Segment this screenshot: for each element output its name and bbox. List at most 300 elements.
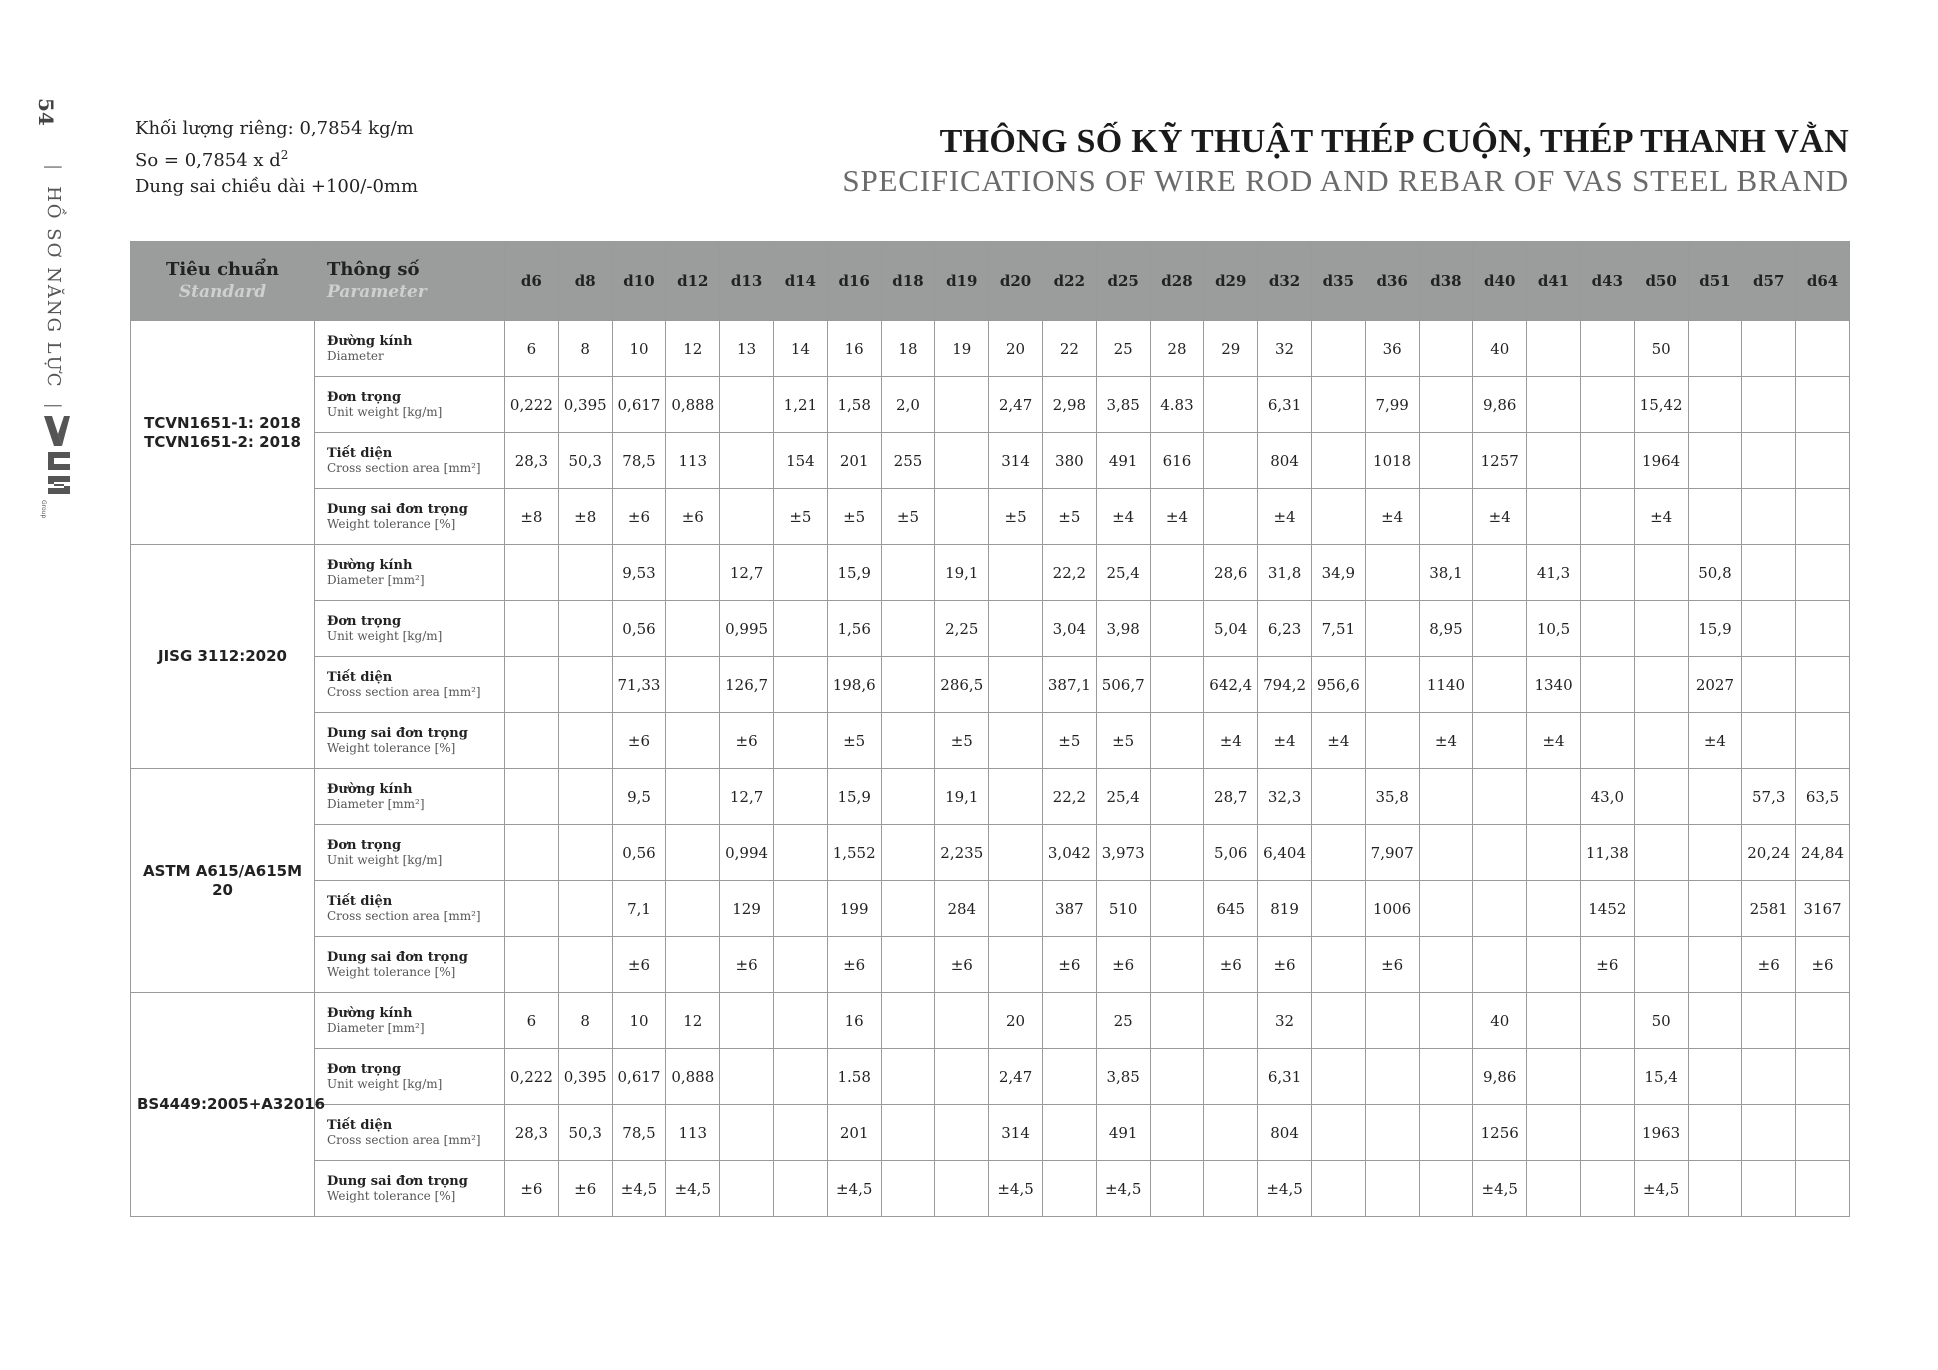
header-col-d29: d29 [1204,242,1258,321]
value-cell-d14 [773,545,827,601]
value-cell-d6 [505,657,559,713]
value-cell-d6: 6 [505,993,559,1049]
value-cell-d36 [1365,545,1419,601]
value-cell-d40: 9,86 [1473,377,1527,433]
side-separator: | [43,164,64,173]
parameter-name-en: Weight tolerance [%] [327,740,456,755]
table-row [131,433,1850,489]
header-col-d32: d32 [1258,242,1312,321]
value-cell-d19: 19,1 [935,769,989,825]
parameter-name-vi: Đường kính [327,1005,413,1021]
value-cell-d25: 3,85 [1096,377,1150,433]
parameter-name-vi: Tiết diện [327,669,393,685]
value-cell-d29 [1204,1049,1258,1105]
value-cell-d13: 126,7 [720,657,774,713]
value-cell-d22: 2,98 [1042,377,1096,433]
value-cell-d32: ±6 [1258,937,1312,993]
value-cell-d25: ±4,5 [1096,1161,1150,1217]
value-cell-d16: 16 [827,321,881,377]
value-cell-d38: ±4 [1419,713,1473,769]
value-cell-d32: 32 [1258,993,1312,1049]
value-cell-d18 [881,545,935,601]
header-col-d6: d6 [505,242,559,321]
value-cell-d64 [1796,1049,1850,1105]
value-cell-d19: 286,5 [935,657,989,713]
header-col-d13: d13 [720,242,774,321]
value-cell-d43 [1580,433,1634,489]
value-cell-d38 [1419,1049,1473,1105]
note-formula: So = 0,7854 x $d^2$ [135,148,289,171]
value-cell-d10: 7,1 [612,881,666,937]
value-cell-d12 [666,601,720,657]
parameter-cell [315,433,505,489]
value-cell-d40 [1473,937,1527,993]
value-cell-d35: 7,51 [1311,601,1365,657]
table-row [131,377,1850,433]
value-cell-d13 [720,993,774,1049]
parameter-name-en: Weight tolerance [%] [327,516,456,531]
value-cell-d8: 8 [558,993,612,1049]
value-cell-d10: 10 [612,993,666,1049]
value-cell-d22: 387 [1042,881,1096,937]
value-cell-d43 [1580,601,1634,657]
parameter-cell [315,993,505,1049]
parameter-cell [315,545,505,601]
value-cell-d20 [989,601,1043,657]
value-cell-d14: 1,21 [773,377,827,433]
table-row [131,993,1850,1049]
value-cell-d38 [1419,321,1473,377]
parameter-cell [315,321,505,377]
value-cell-d13: 0,994 [720,825,774,881]
value-cell-d29: 645 [1204,881,1258,937]
note-length-tolerance: Dung sai chiều dài +100/-0mm [135,176,419,197]
value-cell-d57 [1742,657,1796,713]
value-cell-d22: 3,04 [1042,601,1096,657]
value-cell-d29 [1204,377,1258,433]
logo-sub: Group [40,500,47,519]
parameter-cell [315,1049,505,1105]
parameter-name-vi: Tiết diện [327,1117,393,1133]
value-cell-d64 [1796,657,1850,713]
value-cell-d10: 10 [612,321,666,377]
value-cell-d32: 804 [1258,433,1312,489]
value-cell-d22: 22 [1042,321,1096,377]
value-cell-d14 [773,881,827,937]
value-cell-d16: ±5 [827,713,881,769]
value-cell-d51: ±4 [1688,713,1742,769]
parameter-name-vi: Đơn trọng [327,613,402,629]
value-cell-d50 [1634,937,1688,993]
value-cell-d28: 616 [1150,433,1204,489]
value-cell-d28: 28 [1150,321,1204,377]
value-cell-d50: ±4,5 [1634,1161,1688,1217]
value-cell-d57: ±6 [1742,937,1796,993]
value-cell-d38 [1419,489,1473,545]
standard-cell: ASTM A615/A615M 20 [131,769,315,993]
parameter-name-vi: Đơn trọng [327,837,402,853]
value-cell-d19: 19,1 [935,545,989,601]
spec-notes [135,116,418,200]
parameter-cell [315,1161,505,1217]
value-cell-d36 [1365,1161,1419,1217]
value-cell-d25: 510 [1096,881,1150,937]
header-col-d19: d19 [935,242,989,321]
value-cell-d19 [935,433,989,489]
value-cell-d12 [666,713,720,769]
value-cell-d19: 19 [935,321,989,377]
value-cell-d19: 284 [935,881,989,937]
value-cell-d35 [1311,489,1365,545]
value-cell-d19 [935,377,989,433]
value-cell-d18 [881,657,935,713]
value-cell-d10: 9,53 [612,545,666,601]
side-label-text: HỒ SƠ NĂNG LỰC [43,186,64,389]
value-cell-d6: 0,222 [505,1049,559,1105]
parameter-name-vi: Đơn trọng [327,1061,402,1077]
header-col-d50: d50 [1634,242,1688,321]
parameter-name-en: Unit weight [kg/m] [327,1076,443,1091]
value-cell-d57: 57,3 [1742,769,1796,825]
value-cell-d40 [1473,825,1527,881]
value-cell-d35 [1311,1105,1365,1161]
value-cell-d14 [773,657,827,713]
parameter-name-vi: Dung sai đơn trọng [327,501,468,517]
value-cell-d64: ±6 [1796,937,1850,993]
value-cell-d6 [505,881,559,937]
header-col-d40: d40 [1473,242,1527,321]
value-cell-d6 [505,601,559,657]
value-cell-d18: 2,0 [881,377,935,433]
value-cell-d40: 40 [1473,993,1527,1049]
title-block [842,122,1849,200]
value-cell-d40: 1257 [1473,433,1527,489]
value-cell-d18 [881,1161,935,1217]
value-cell-d12 [666,657,720,713]
parameter-name-vi: Tiết diện [327,893,393,909]
value-cell-d43: 11,38 [1580,825,1634,881]
value-cell-d43 [1580,377,1634,433]
value-cell-d16: 201 [827,1105,881,1161]
value-cell-d14 [773,993,827,1049]
value-cell-d8 [558,937,612,993]
value-cell-d35 [1311,1049,1365,1105]
parameter-name-vi: Dung sai đơn trọng [327,949,468,965]
value-cell-d57 [1742,377,1796,433]
value-cell-d38 [1419,993,1473,1049]
value-cell-d40 [1473,545,1527,601]
value-cell-d6: 28,3 [505,433,559,489]
header-col-d41: d41 [1527,242,1581,321]
value-cell-d19 [935,1105,989,1161]
value-cell-d40 [1473,881,1527,937]
value-cell-d18 [881,993,935,1049]
value-cell-d64 [1796,1161,1850,1217]
value-cell-d14 [773,713,827,769]
value-cell-d28 [1150,545,1204,601]
standard-cell: TCVN1651-1: 2018 TCVN1651-2: 2018 [131,321,315,545]
vas-group-logo [40,412,76,519]
specification-table [130,241,1850,1217]
value-cell-d64 [1796,713,1850,769]
parameter-name-vi: Dung sai đơn trọng [327,725,468,741]
value-cell-d22 [1042,1049,1096,1105]
value-cell-d18 [881,713,935,769]
value-cell-d18 [881,881,935,937]
parameter-name-vi: Dung sai đơn trọng [327,1173,468,1189]
value-cell-d13 [720,1105,774,1161]
value-cell-d32: 6,31 [1258,377,1312,433]
value-cell-d22: ±5 [1042,489,1096,545]
value-cell-d40 [1473,769,1527,825]
value-cell-d35 [1311,825,1365,881]
value-cell-d32: ±4 [1258,713,1312,769]
value-cell-d32: 31,8 [1258,545,1312,601]
parameter-name-vi: Đường kính [327,781,413,797]
value-cell-d6: ±6 [505,1161,559,1217]
value-cell-d40 [1473,713,1527,769]
value-cell-d18 [881,601,935,657]
value-cell-d20: 20 [989,321,1043,377]
value-cell-d14 [773,769,827,825]
value-cell-d20: 314 [989,433,1043,489]
side-separator-2: | [43,402,64,411]
value-cell-d20: 20 [989,993,1043,1049]
value-cell-d36: 7,99 [1365,377,1419,433]
value-cell-d10: 0,56 [612,601,666,657]
table-row [131,489,1850,545]
value-cell-d20 [989,937,1043,993]
value-cell-d64: 63,5 [1796,769,1850,825]
value-cell-d13 [720,433,774,489]
value-cell-d29: 28,6 [1204,545,1258,601]
value-cell-d13 [720,1161,774,1217]
value-cell-d16: 15,9 [827,769,881,825]
table-body [131,321,1850,1217]
value-cell-d57 [1742,545,1796,601]
value-cell-d22: 22,2 [1042,545,1096,601]
note-density: Khối lượng riêng: 0,7854 kg/m [135,118,414,139]
value-cell-d32: 6,23 [1258,601,1312,657]
value-cell-d16: 1,58 [827,377,881,433]
value-cell-d43 [1580,993,1634,1049]
value-cell-d6 [505,713,559,769]
value-cell-d29: 28,7 [1204,769,1258,825]
value-cell-d12 [666,881,720,937]
value-cell-d19 [935,489,989,545]
value-cell-d36 [1365,993,1419,1049]
parameter-cell [315,601,505,657]
value-cell-d8: 50,3 [558,1105,612,1161]
parameter-name-en: Unit weight [kg/m] [327,628,443,643]
value-cell-d28 [1150,713,1204,769]
value-cell-d10: 0,617 [612,1049,666,1105]
value-cell-d28 [1150,993,1204,1049]
value-cell-d57 [1742,1161,1796,1217]
value-cell-d41: 41,3 [1527,545,1581,601]
value-cell-d41 [1527,489,1581,545]
value-cell-d36: 36 [1365,321,1419,377]
value-cell-d43 [1580,545,1634,601]
value-cell-d36: 1006 [1365,881,1419,937]
value-cell-d25: 3,973 [1096,825,1150,881]
value-cell-d41 [1527,377,1581,433]
value-cell-d25: 3,98 [1096,601,1150,657]
value-cell-d14 [773,1161,827,1217]
value-cell-d51 [1688,489,1742,545]
value-cell-d8 [558,825,612,881]
value-cell-d32: ±4,5 [1258,1161,1312,1217]
value-cell-d8 [558,601,612,657]
value-cell-d50 [1634,825,1688,881]
value-cell-d25: 25 [1096,321,1150,377]
value-cell-d51 [1688,937,1742,993]
value-cell-d12: 12 [666,993,720,1049]
header-col-d14: d14 [773,242,827,321]
value-cell-d35 [1311,1161,1365,1217]
value-cell-d43 [1580,489,1634,545]
value-cell-d50: 15,42 [1634,377,1688,433]
value-cell-d20 [989,881,1043,937]
page-number: 54 [34,98,58,126]
value-cell-d19 [935,1049,989,1105]
value-cell-d19 [935,1161,989,1217]
value-cell-d64 [1796,377,1850,433]
value-cell-d12: ±4,5 [666,1161,720,1217]
value-cell-d13: ±6 [720,937,774,993]
value-cell-d29: ±6 [1204,937,1258,993]
value-cell-d16: 1,56 [827,601,881,657]
value-cell-d50: 1963 [1634,1105,1688,1161]
value-cell-d6 [505,545,559,601]
value-cell-d18 [881,769,935,825]
value-cell-d36 [1365,713,1419,769]
value-cell-d8: 50,3 [558,433,612,489]
parameter-cell [315,1105,505,1161]
value-cell-d50 [1634,545,1688,601]
value-cell-d13 [720,377,774,433]
value-cell-d16: 1,552 [827,825,881,881]
value-cell-d22: ±5 [1042,713,1096,769]
value-cell-d51 [1688,881,1742,937]
value-cell-d41 [1527,993,1581,1049]
value-cell-d40: 40 [1473,321,1527,377]
value-cell-d14: ±5 [773,489,827,545]
value-cell-d12: ±6 [666,489,720,545]
value-cell-d43: 43,0 [1580,769,1634,825]
value-cell-d32: 32 [1258,321,1312,377]
value-cell-d25: 25,4 [1096,769,1150,825]
value-cell-d51: 15,9 [1688,601,1742,657]
value-cell-d13 [720,1049,774,1105]
value-cell-d32: ±4 [1258,489,1312,545]
value-cell-d28: 4.83 [1150,377,1204,433]
header-col-d8: d8 [558,242,612,321]
value-cell-d64: 24,84 [1796,825,1850,881]
value-cell-d20 [989,769,1043,825]
value-cell-d38 [1419,1105,1473,1161]
value-cell-d14 [773,1049,827,1105]
value-cell-d32: 819 [1258,881,1312,937]
value-cell-d22: ±6 [1042,937,1096,993]
parameter-name-vi: Đường kính [327,557,413,573]
value-cell-d51 [1688,993,1742,1049]
header-col-d43: d43 [1580,242,1634,321]
header-col-d51: d51 [1688,242,1742,321]
value-cell-d16: 201 [827,433,881,489]
value-cell-d20: 2,47 [989,377,1043,433]
value-cell-d12 [666,769,720,825]
value-cell-d18 [881,1105,935,1161]
value-cell-d8 [558,881,612,937]
value-cell-d6: 6 [505,321,559,377]
value-cell-d20 [989,825,1043,881]
table-row [131,1105,1850,1161]
value-cell-d29: 29 [1204,321,1258,377]
value-cell-d10: 9,5 [612,769,666,825]
value-cell-d51 [1688,1049,1742,1105]
value-cell-d16: 15,9 [827,545,881,601]
value-cell-d32: 6,404 [1258,825,1312,881]
value-cell-d57 [1742,489,1796,545]
value-cell-d8: ±6 [558,1161,612,1217]
value-cell-d35 [1311,321,1365,377]
parameter-name-vi: Tiết diện [327,445,393,461]
value-cell-d50 [1634,881,1688,937]
header-col-d25: d25 [1096,242,1150,321]
value-cell-d14: 154 [773,433,827,489]
parameter-cell [315,713,505,769]
value-cell-d22: 22,2 [1042,769,1096,825]
value-cell-d32: 6,31 [1258,1049,1312,1105]
parameter-cell [315,657,505,713]
value-cell-d64 [1796,321,1850,377]
value-cell-d38 [1419,377,1473,433]
value-cell-d38: 8,95 [1419,601,1473,657]
value-cell-d36 [1365,1049,1419,1105]
value-cell-d41 [1527,825,1581,881]
value-cell-d36 [1365,601,1419,657]
table-row [131,825,1850,881]
value-cell-d57 [1742,433,1796,489]
value-cell-d57 [1742,601,1796,657]
value-cell-d25: 25 [1096,993,1150,1049]
value-cell-d38 [1419,825,1473,881]
value-cell-d35 [1311,881,1365,937]
value-cell-d10: ±6 [612,489,666,545]
parameter-name-en: Unit weight [kg/m] [327,404,443,419]
value-cell-d6 [505,825,559,881]
value-cell-d29: 642,4 [1204,657,1258,713]
value-cell-d13: 13 [720,321,774,377]
value-cell-d10: 0,56 [612,825,666,881]
value-cell-d38: 38,1 [1419,545,1473,601]
value-cell-d38 [1419,937,1473,993]
value-cell-d20 [989,657,1043,713]
value-cell-d8 [558,657,612,713]
value-cell-d18: ±5 [881,489,935,545]
value-cell-d22: 3,042 [1042,825,1096,881]
value-cell-d10: 78,5 [612,1105,666,1161]
value-cell-d40: ±4 [1473,489,1527,545]
table-row [131,713,1850,769]
value-cell-d12 [666,937,720,993]
value-cell-d51 [1688,377,1742,433]
value-cell-d50 [1634,769,1688,825]
value-cell-d64: 3167 [1796,881,1850,937]
table-row [131,769,1850,825]
header-col-d22: d22 [1042,242,1096,321]
